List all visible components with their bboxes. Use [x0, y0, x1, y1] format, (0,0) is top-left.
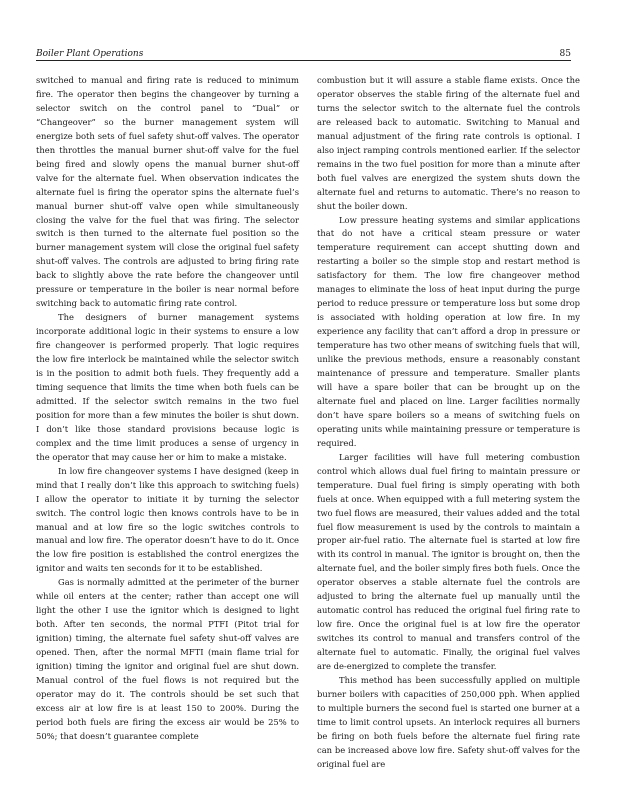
paragraph: Low pressure heating systems and similar applications that do not have a critical steam pressure or water temperature requirement can accept shutting down and restarting a boiler so the simple stop and restart method is satisfactory for them. The low fire changeover method manages to eliminate the loss of heat input during the purge period to reduce pressure or temperature loss but some drop is associated with holding operation at low fire. In my experience any facility that can’t afford a drop in pressure or temperature has two other means of switching fuels that will, unlike the previous methods, ensure a reasonably constant maintenance of pressure and temperature. Smaller plants will have a spare boiler that can be brought up on the alternate fuel and placed on line. Larger facilities normally don’t have spare boilers so a means of switching fuels on operating units while maintaining pressure or temperature is required. — [317, 214, 580, 448]
paragraph: Gas is normally admitted at the perimeter of the burner while oil enters at the center; rather than accept one will light the other I use the ignitor which is designed to light both. After ten seconds, the normal PTFI (Pitot trial for ignition) timing, the alternate fuel safety shut-off valves are opened. Then, after the normal MFTI (main flame trial for ignition) timing the ignitor and original fuel are shut down. Manual control of the fuel flows is not required but the operator may do it. The controls should be set such that excess air at low fire is at least 150 to 200%. During the period both fuels are firing the excess air would be 25% to 50%; that doesn’t guarantee complete — [36, 577, 299, 741]
header-rule — [36, 60, 571, 61]
paragraph: switched to manual and firing rate is reduced to minimum fire. The operator then begins the changeover by turning a selector switch on the control panel to “Dual” or “Changeover” so the burner management system will energize both sets of fuel safety shut-off valves. The operator then throttles the manual burner shut-off valve for the fuel being fired and slowly opens the manual burner shut-off valve for the alternate fuel. When observation indicates the alternate fuel is firing the operator spins the alternate fuel’s manual burner shut-off valve open while simultaneously closing the valve for the fuel that was firing. The selector switch is then turned to the alternate fuel position so the burner management system will close the original fuel safety shut-off valves. The controls are adjusted to bring firing rate back to slightly above the rate before the changeover until pressure or temperature in the boiler is near normal before switching back to automatic firing rate control. — [36, 75, 299, 309]
paragraph: combustion but it will assure a stable flame exists. Once the operator observes the stable firing of the alternate fuel and turns the selector switch to the alternate fuel the controls are released back to automatic. Switching to Manual and manual adjustment of the firing rate controls is optional. I also inject ramping controls mentioned earlier. If the selector remains in the two fuel position for more than a minute after both fuel valves are energized the system shuts down the alternate fuel and returns to automatic. There’s no reason to shut the boiler down. — [317, 75, 580, 211]
paragraph: Larger facilities will have full metering combustion control which allows dual fuel firing to maintain pressure or temperature. Dual fuel firing is simply operating with both fuels at once. When equipped with a full metering system the two fuel flows are measured, their values added and the total fuel flow measurement is used by the controls to maintain a proper air-fuel ratio. The alternate fuel is started at low fire with its control in manual. The ignitor is brought on, then the alternate fuel, and the boiler simply fires both fuels. Once the operator observes a stable alternate fuel the controls are adjusted to bring the alternate fuel up manually until the automatic control has reduced the original fuel firing rate to low fire. Once the original fuel is at low fire the operator switches its control to manual and transfers control of the alternate fuel to automatic. Finally, the original fuel valves are de-energized to complete the transfer. — [317, 451, 580, 672]
paragraph: In low fire changeover systems I have designed (keep in mind that I really don’t like this approach to switching fuels) I allow the operator to initiate it by turning the selector switch. The control logic then knows controls have to be in manual and at low fire so the logic switches controls to manual and low fire. The operator doesn’t have to do it. Once the low fire position is established the control energizes the ignitor and waits ten seconds for it to be established. — [36, 465, 299, 574]
left-column — [36, 74, 299, 744]
running-head-title: Boiler Plant Operations — [36, 49, 144, 59]
running-head — [36, 43, 571, 59]
paragraph: The designers of burner management systems incorporate additional logic in their systems to ensure a low fire changeover is performed properly. That logic requires the low fire interlock be maintained while the selector switch is in the position to admit both fuels. They frequently add a timing sequence that limits the time when both fuels can be admitted. If the selector switch remains in the two fuel position for more than a few minutes the boiler is shut down. I don’t like those standard provisions because logic is complex and the time limit produces a sense of urgency in the operator that may cause her or him to make a mistake. — [36, 312, 299, 462]
paragraph: This method has been successfully applied on multiple burner boilers with capacities of 250,000 pph. When applied to multiple burners the second fuel is started one burner at a time to limit control upsets. An interlock requires all burners be firing on both fuels before the alternate fuel firing rate can be increased above low fire. Safety shut-off valves for the original fuel are — [317, 674, 580, 769]
right-column — [317, 74, 580, 772]
page-number: 85 — [559, 49, 571, 59]
